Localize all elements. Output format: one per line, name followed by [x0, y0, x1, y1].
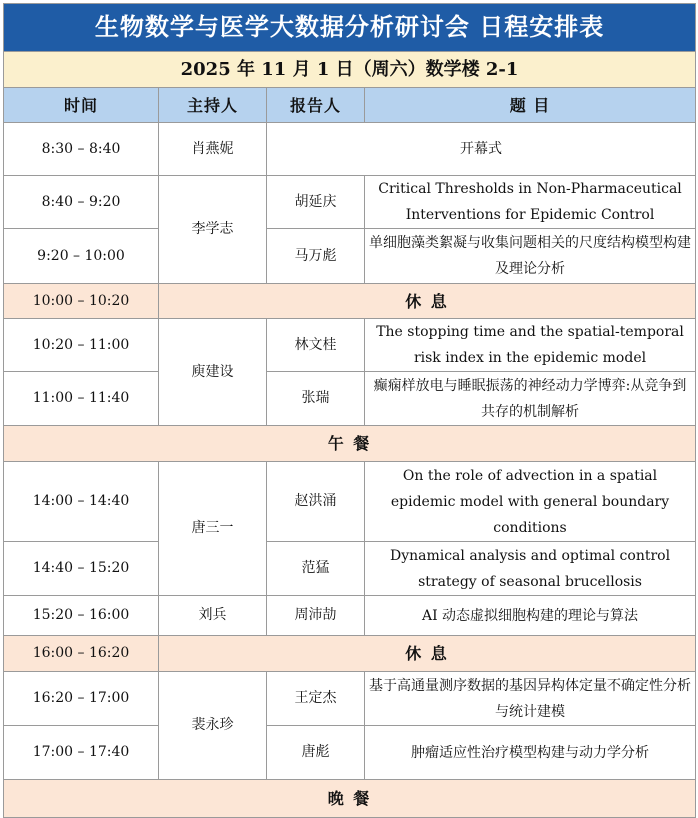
topic-cell: Critical Thresholds in Non-Pharmaceutical Interventions for Epidemic Control: [365, 176, 696, 229]
speaker-cell: 胡延庆: [267, 176, 365, 229]
speaker-cell: 周沛劼: [267, 596, 365, 636]
table-row: [4, 462, 696, 542]
header-topic: 题 目: [365, 88, 696, 123]
time-cell: 11:00 – 11:40: [4, 372, 159, 426]
time-cell: 10:20 – 11:00: [4, 319, 159, 372]
speaker-cell: 范猛: [267, 542, 365, 596]
table-row: [4, 726, 696, 780]
title-row: [4, 4, 696, 52]
host-cell: 肖燕妮: [159, 123, 267, 176]
speaker-cell: 王定杰: [267, 672, 365, 726]
date-venue: 2025 年 11 月 1 日（周六）数学楼 2-1: [4, 52, 696, 88]
table-row: [4, 123, 696, 176]
schedule-table: [3, 3, 696, 818]
schedule-title: 生物数学与医学大数据分析研讨会 日程安排表: [4, 4, 696, 52]
topic-cell: 基于高通量测序数据的基因异构体定量不确定性分析与统计建模: [365, 672, 696, 726]
time-cell: 17:00 – 17:40: [4, 726, 159, 780]
speaker-cell: 赵洪涌: [267, 462, 365, 542]
host-cell: 裴永珍: [159, 672, 267, 780]
time-cell: 16:20 – 17:00: [4, 672, 159, 726]
break-label: 休 息: [159, 636, 696, 672]
time-cell: 14:00 – 14:40: [4, 462, 159, 542]
host-cell: 唐三一: [159, 462, 267, 596]
speaker-cell: 马万彪: [267, 229, 365, 284]
table-row: [4, 542, 696, 596]
time-cell: 15:20 – 16:00: [4, 596, 159, 636]
header-row: [4, 88, 696, 123]
table-row: [4, 596, 696, 636]
topic-cell: On the role of advection in a spatial epidemic model with general boundary conditions: [365, 462, 696, 542]
table-row: [4, 319, 696, 372]
time-cell: 16:00 – 16:20: [4, 636, 159, 672]
time-cell: 14:40 – 15:20: [4, 542, 159, 596]
header-speaker: 报告人: [267, 88, 365, 123]
table-row: [4, 672, 696, 726]
header-host: 主持人: [159, 88, 267, 123]
table-row: [4, 176, 696, 229]
break-row: [4, 284, 696, 319]
topic-cell: Dynamical analysis and optimal control strategy of seasonal brucellosis: [365, 542, 696, 596]
topic-cell: The stopping time and the spatial-temporal risk index in the epidemic model: [365, 319, 696, 372]
lunch-row: [4, 426, 696, 462]
topic-cell: 癫痫样放电与睡眠振荡的神经动力学博弈:从竞争到共存的机制解析: [365, 372, 696, 426]
break-label: 休 息: [159, 284, 696, 319]
topic-cell: 单细胞藻类絮凝与收集问题相关的尺度结构模型构建及理论分析: [365, 229, 696, 284]
header-time: 时间: [4, 88, 159, 123]
break-row: [4, 636, 696, 672]
host-cell: 刘兵: [159, 596, 267, 636]
table-row: [4, 372, 696, 426]
date-row: [4, 52, 696, 88]
time-cell: 10:00 – 10:20: [4, 284, 159, 319]
speaker-cell: 林文桂: [267, 319, 365, 372]
dinner-row: [4, 780, 696, 818]
time-cell: 8:40 – 9:20: [4, 176, 159, 229]
table-row: [4, 229, 696, 284]
time-cell: 8:30 – 8:40: [4, 123, 159, 176]
lunch-label: 午 餐: [4, 426, 696, 462]
time-cell: 9:20 – 10:00: [4, 229, 159, 284]
topic-cell: AI 动态虚拟细胞构建的理论与算法: [365, 596, 696, 636]
topic-cell: 肿瘤适应性治疗模型构建与动力学分析: [365, 726, 696, 780]
speaker-cell: 张瑞: [267, 372, 365, 426]
dinner-label: 晚 餐: [4, 780, 696, 818]
host-cell: 庾建设: [159, 319, 267, 426]
host-cell: 李学志: [159, 176, 267, 284]
speaker-cell: 唐彪: [267, 726, 365, 780]
topic-cell: 开幕式: [267, 123, 696, 176]
